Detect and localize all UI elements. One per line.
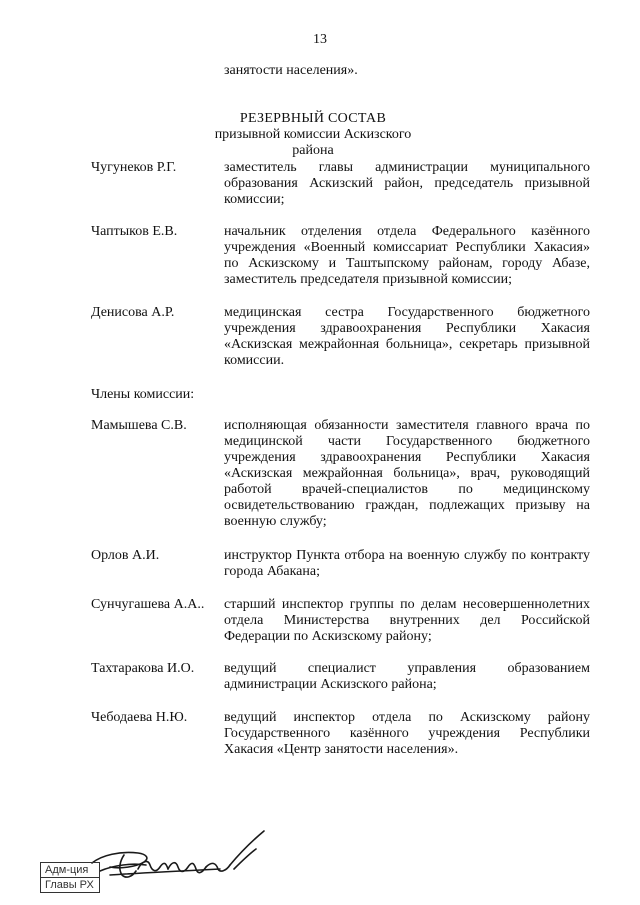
member-name: Орлов А.И. [91,548,160,563]
member-name: Чаптыков Е.В. [91,224,178,239]
member-role: медицинская сестра Государственного бюджетного учреждения здравоохранения Республики Хакасия «Аскизская межрайонная больница», секретарь призывной комиссии. [224,305,590,368]
document-title: РЕЗЕРВНЫЙ СОСТАВ [239,111,387,126]
member-name: Сунчугашева А.А.. [91,597,205,612]
document-subtitle: призывной комиссии Аскизского района [214,127,412,158]
member-role: ведущий специалист управления образованием администрации Аскизского района; [224,661,590,692]
member-role: старший инспектор группы по делам несовершеннолетних отдела Министерства внутренних дел Российской Федерации по Аскизскому району; [224,597,590,644]
members-label: Члены комиссии: [91,387,195,402]
registration-stamp [40,862,100,893]
member-role: ведущий инспектор отдела по Аскизскому району Государственного казённого учреждения Республики Хакасия «Центр занятости населения». [224,710,590,757]
page-number: 13 [313,32,327,47]
member-role: исполняющая обязанности заместителя главного врача по медицинской части Государственного бюджетного учреждения здравоохранения Республики Хакасия «Аскизская межрайонная больница», врач, руководящий работой врачей-специалистов по медицинскому освидетельствованию граждан, подлежащих призыву на военную службу; [224,418,590,529]
member-name: Чугунеков Р.Г. [91,160,177,175]
member-role: начальник отделения отдела Федерального казённого учреждения «Военный комиссариат Республики Хакасия» по Аскизскому и Таштыпскому районам, городу Абазе, заместитель председателя призывной комиссии; [224,224,590,287]
member-name: Чебодаева Н.Ю. [91,710,188,725]
member-role: инструктор Пункта отбора на военную службу по контракту города Абакана; [224,548,590,579]
member-name: Денисова А.Р. [91,305,175,320]
stamp-line: Главы РХ [41,877,99,892]
member-role: заместитель главы администрации муниципального образования Аскизский район, председатель призывной комиссии; [224,160,590,207]
signature [80,825,280,895]
stamp-line: Адм-ция [45,864,89,876]
member-name: Тахтаракова И.О. [91,661,195,676]
continuation-text: занятости населения». [224,63,358,78]
member-name: Мамышева С.В. [91,418,187,433]
